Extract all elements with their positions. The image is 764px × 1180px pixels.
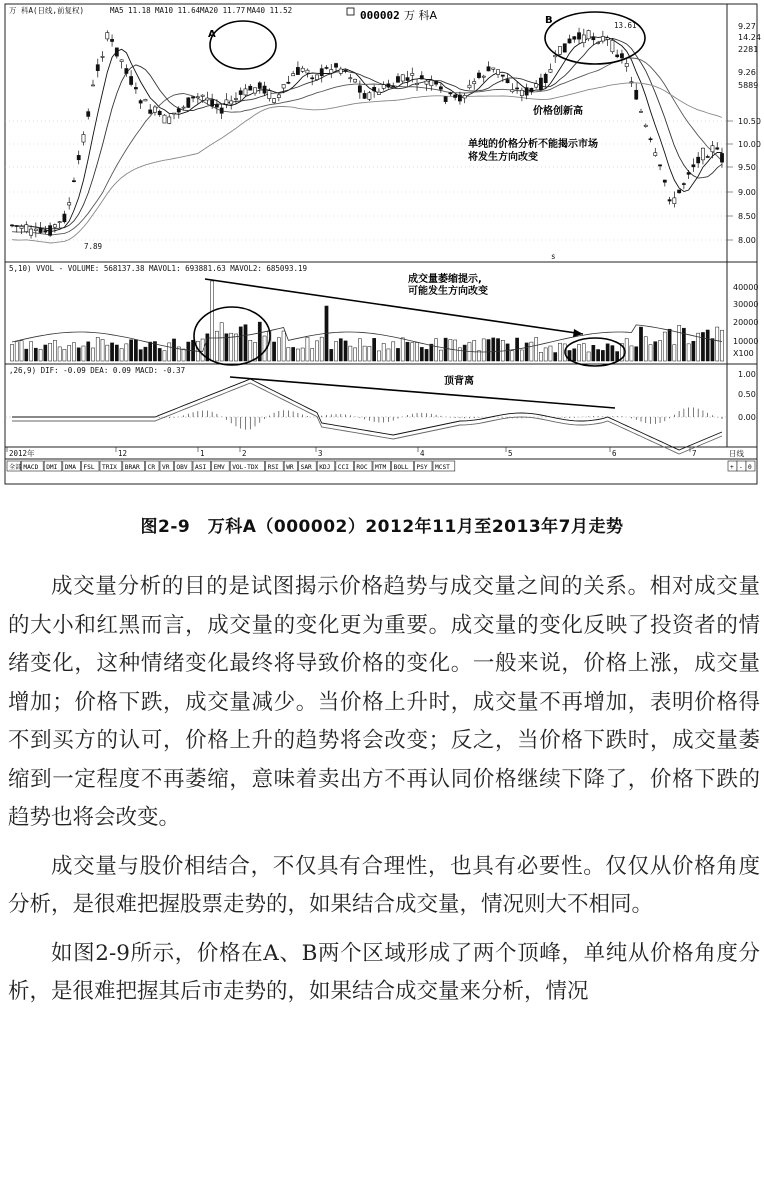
volume-bar [301,348,304,361]
volume-bar [387,349,390,361]
volume-bar [482,339,485,361]
volume-axis-label: X100 [733,349,754,358]
s-mark: s [551,252,556,261]
svg-text:DMA: DMA [64,464,76,471]
volume-bar [77,348,80,361]
time-axis-label: 3 [318,449,323,458]
volume-bar [496,339,499,361]
svg-text:ASI: ASI [195,464,207,471]
indicator-tab[interactable] [336,461,354,471]
volume-bar [558,343,561,361]
volume-axis-label: 30000 [733,300,759,309]
volume-bar [187,342,190,361]
zoom-button[interactable] [737,461,746,471]
zoom-button[interactable] [728,461,737,471]
indicator-tab[interactable] [174,461,192,471]
volume-bar [525,343,528,361]
volume-bar [544,348,547,361]
volume-bar [382,343,385,361]
indicator-tab[interactable] [100,461,122,471]
volume-bar [320,337,323,361]
volume-bar [487,340,490,361]
candle [163,114,166,123]
indicator-tab[interactable] [373,461,391,471]
zoom-button[interactable] [746,461,755,471]
price-axis-label: 9.00 [738,188,756,197]
price-axis-label: 10.00 [738,140,761,149]
paragraph-1: 成交量分析的目的是试图揭示价格趋势与成交量之间的关系。相对成交量的大小和红黑而言，成交量的变化更为重要。成交量的变化反映了投资者的情绪变化，这种情绪变化最终将导致价格的变化。一般来说，价格上涨，成交量增加；价格下跌，成交量减少。当价格上升时，成交量不再增加，表明价格得不到买方的认可，价格上升的趋势将会改变；反之，当价格下跌时，成交量萎缩到一定程度不再萎缩，意味着卖出方不再认同价格继续下降了，价格下跌的趋势也将会改变。 [8,574,760,830]
volume-bar [606,344,609,361]
indicator-tab[interactable] [354,461,372,471]
volume-bar [658,340,661,361]
volume-bar [53,340,56,361]
volume-bar [277,338,280,361]
volume-bar [434,339,437,361]
volume-bar [625,339,628,361]
volume-bar [458,348,461,361]
volume-bar [706,330,709,361]
volume-bar [115,345,118,361]
volume-bar [649,345,652,361]
price-axis-label: 9.27 [738,22,756,31]
volume-bar [306,338,309,361]
indicator-tab[interactable] [63,461,81,471]
volume-bar [454,340,457,361]
volume-bar [444,338,447,361]
volume-bar [282,331,285,361]
volume-bar [716,327,719,361]
stock-name-label: 万 科A(日线,前复权) [9,6,85,15]
volume-bar [58,347,61,361]
volume-bar [701,332,704,361]
volume-bar [101,339,104,361]
volume-bar [96,337,99,361]
volume-bar [654,342,657,361]
svg-text:MTM: MTM [375,464,387,471]
volume-bar [535,338,538,361]
volume-bar [597,349,600,361]
indicator-tab[interactable] [193,461,211,471]
volume-bar [392,342,395,361]
volume-axis-label: 10000 [733,337,759,346]
macd-axis-label: 0.50 [738,390,756,399]
volume-bar [44,345,47,361]
price-only-note-line2: 将发生方向改变 [468,152,538,163]
volume-bar [25,349,28,361]
volume-bar [72,343,75,361]
volume-bar [415,342,418,361]
candle [272,98,275,104]
volume-bar [296,349,299,361]
indicator-tab[interactable] [392,461,414,471]
ma5-value: MA5 11.18 [110,6,151,15]
macd-axis-label: 0.00 [738,413,756,422]
indicator-tab[interactable] [7,461,21,471]
volume-bar [130,340,133,361]
indicator-tab[interactable] [160,461,173,471]
volume-bar [639,327,642,361]
svg-text:VR: VR [162,464,170,471]
volume-bar [401,338,404,361]
volume-bar [239,327,242,361]
svg-text:BOLL: BOLL [393,464,409,471]
time-axis-label: 2012年 [9,449,35,458]
daily-label: 日线 [729,449,744,458]
indicator-tab[interactable] [414,461,432,471]
time-axis-label: 12 [118,449,128,458]
figure-caption: 图2-9 万科A（000002）2012年11月至2013年7月走势 [140,517,624,537]
candle [678,190,681,194]
volume-bar [82,346,85,361]
volume-bar [163,351,166,361]
peak-b-value: 13.61 [614,21,637,30]
volume-bar [149,342,152,361]
price-axis-label: 14.24 [738,33,761,42]
volume-bar [292,347,295,361]
volume-bar [168,343,171,361]
time-axis-label: 1 [200,449,205,458]
top-divergence-label: 顶背离 [444,376,474,387]
svg-text:SAR: SAR [300,464,312,471]
volume-bar [577,345,580,361]
svg-text:全部: 全部 [9,464,22,471]
volume-bar [20,341,23,361]
volume-bar [349,346,352,361]
ma10-value: MA10 11.64 [155,6,201,15]
volume-bar [220,323,223,361]
svg-text:+: + [730,464,734,471]
volume-bar [582,344,585,361]
volume-bar [630,346,633,361]
volume-bar [215,331,218,361]
volume-bar [635,347,638,361]
price-axis-label: 9.26 [738,68,756,77]
stock-name-right: 万 科A [404,9,438,22]
low-value: 7.89 [84,242,103,251]
volume-bar [334,342,337,361]
svg-text:-: - [739,464,743,471]
volume-bar [49,343,52,361]
svg-text:PSY: PSY [416,464,428,471]
candle [563,44,566,53]
volume-hint-line2: 可能发生方向改变 [408,286,488,297]
volume-bar [63,349,66,361]
svg-text:OBV: OBV [176,464,188,471]
volume-bar [473,340,476,361]
volume-bar [182,349,185,361]
time-axis-label: 2 [242,449,247,458]
volume-bar [249,340,252,361]
peak-a-label: A [208,29,216,40]
volume-bar [311,349,314,361]
volume-bar [425,349,428,361]
volume-axis-label: 20000 [733,318,759,327]
volume-bar [34,348,37,361]
volume-bar [520,350,523,361]
ma40-value: MA40 11.52 [247,6,293,15]
indicator-tab[interactable] [433,461,455,471]
paragraph-2: 成交量与股价相结合，不仅具有合理性，也具有必要性。仅仅从价格角度分析，是很难把握股票走势的，如果结合成交量，情况则大不相同。 [8,853,760,917]
volume-bar [287,348,290,361]
candle [187,97,190,108]
volume-bar [573,349,576,361]
volume-header: 5,10) VVOL - VOLUME: 568137.38 MAVOL1: 693881.63 MAVOL2: 685093.19 [9,264,308,273]
time-axis-label: 5 [508,449,513,458]
volume-bar [668,329,671,361]
volume-axis-label: 40000 [733,283,759,292]
volume-bar [411,343,414,361]
price-axis-label: 9.50 [738,163,756,172]
volume-bar [511,351,514,361]
price-axis-label: 5889 [738,81,759,90]
indicator-tab[interactable] [284,461,297,471]
volume-bar [29,342,32,361]
stock-code: 000002 [360,9,400,22]
price-axis-label: 8.00 [738,236,756,245]
volume-bar [406,342,409,361]
volume-bar [439,350,442,361]
time-axis-label: 6 [612,449,617,458]
volume-bar [678,325,681,361]
svg-text:MCST: MCST [435,464,450,471]
paragraph-3: 如图2-9所示，价格在A、B两个区域形成了两个顶峰，单纯从价格角度分析，是很难把握其后市走势的，如果结合成交量来分析，情况 [8,940,760,1004]
volume-bar [611,346,614,361]
volume-bar [358,339,361,361]
volume-bar [449,339,452,361]
candle [144,99,147,101]
volume-bar [139,350,142,361]
volume-bar [711,339,714,361]
volume-bar [158,348,161,361]
volume-bar [430,344,433,361]
volume-bar [644,337,647,361]
volume-bar [530,342,533,361]
volume-bar [125,344,128,361]
volume-hint-line1: 成交量萎缩提示, [408,274,482,285]
indicator-tab[interactable] [230,461,264,471]
candle [368,91,371,101]
volume-bar [687,344,690,361]
volume-bar [172,339,175,361]
volume-bar [492,338,495,361]
price-axis-label: 10.50 [738,117,761,126]
volume-bar [39,349,42,361]
volume-bar [506,344,509,361]
indicator-tab[interactable] [266,461,284,471]
indicator-tab[interactable] [123,461,145,471]
volume-bar [587,352,590,361]
svg-text:TRIX: TRIX [102,464,117,471]
volume-bar [234,334,237,361]
svg-text:EMV: EMV [213,464,225,471]
svg-text:BRAR: BRAR [124,464,140,471]
svg-text:0: 0 [748,464,752,471]
ma20-value: MA20 11.77 [200,6,246,15]
svg-text:RSI: RSI [267,464,279,471]
volume-bar [134,340,137,361]
svg-text:WR: WR [286,464,294,471]
candle [558,46,561,55]
time-axis-label: 4 [420,449,425,458]
indicator-tab[interactable] [317,461,335,471]
indicator-tab[interactable] [81,461,99,471]
peak-b-label: B [545,15,553,26]
indicator-tab[interactable] [299,461,317,471]
svg-text:VOL-TDX: VOL-TDX [232,464,259,471]
article-body [8,568,760,1022]
macd-axis-label: 1.00 [738,370,756,379]
svg-text:CCI: CCI [337,464,349,471]
volume-bar [15,342,18,361]
indicator-tab[interactable] [44,461,62,471]
volume-bar [201,339,204,361]
volume-bar [211,281,214,361]
volume-bar [110,343,113,361]
volume-bar [363,346,366,361]
volume-bar [339,339,342,361]
volume-bar [272,342,275,361]
volume-bar [616,352,619,361]
volume-bar [144,347,147,361]
volume-bar [463,345,466,361]
volume-bar [344,341,347,361]
volume-bar [663,332,666,361]
candle [611,38,614,54]
volume-bar [601,350,604,361]
volume-bar [420,347,423,361]
volume-bar [592,345,595,361]
svg-text:DMI: DMI [46,464,58,471]
volume-bar [377,351,380,361]
volume-bar [244,325,247,361]
price-only-note-line1: 单纯的价格分析不能揭示市场 [468,139,598,150]
volume-bar [120,349,123,361]
volume-bar [353,348,356,361]
indicator-tab[interactable] [212,461,230,471]
volume-bar [692,341,695,361]
stock-chart [0,0,764,490]
time-axis-label: 7 [692,449,697,458]
volume-bar [396,348,399,361]
indicator-tab[interactable] [21,461,43,471]
volume-bar [554,353,557,361]
volume-bar [720,330,723,361]
chart-frame [5,4,757,484]
volume-bar [91,348,94,361]
volume-bar [330,349,333,361]
volume-bar [673,345,676,361]
volume-bar [315,341,318,361]
price-new-high-note: 价格创新高 [533,106,583,117]
volume-bar [106,345,109,361]
volume-bar [68,345,71,361]
volume-bar [10,344,13,361]
price-axis-label: 2281 [738,45,759,54]
volume-bar [87,342,90,361]
price-axis-label: 8.50 [738,212,756,221]
svg-text:CR: CR [147,464,156,471]
macd-header: ,26,9) DIF: -0.09 DEA: 0.09 MACD: -0.37 [9,366,186,375]
volume-bar [373,338,376,361]
svg-text:ROC: ROC [356,464,368,471]
indicator-tab[interactable] [146,461,159,471]
volume-bar [368,346,371,361]
svg-text:MACD: MACD [23,464,39,471]
svg-text:FSL: FSL [83,464,95,471]
volume-bar [549,346,552,361]
volume-bar [539,352,542,361]
svg-text:KDJ: KDJ [319,464,331,471]
